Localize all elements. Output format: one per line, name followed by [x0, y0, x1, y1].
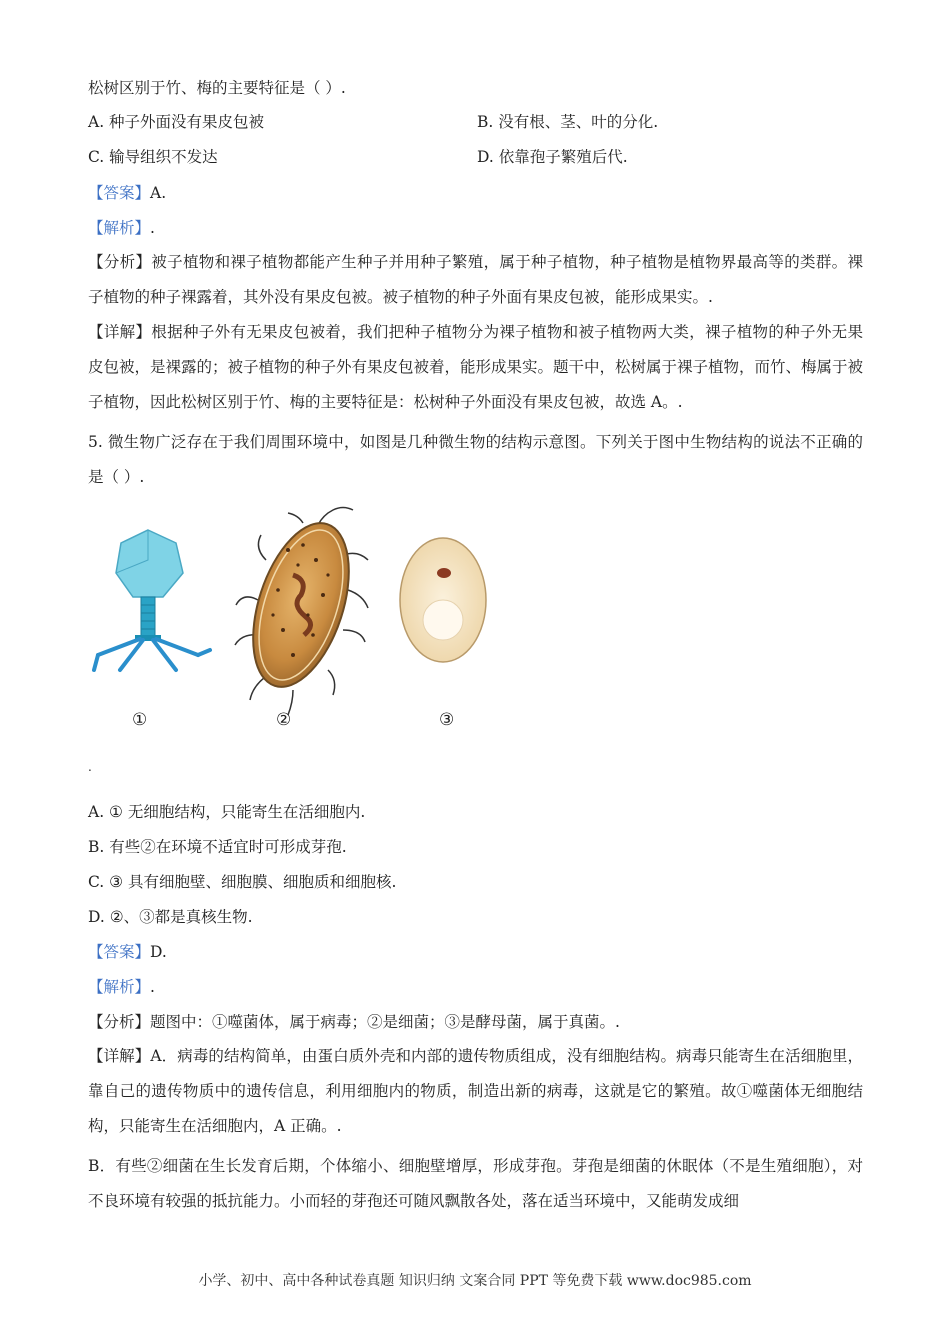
- detail-tag: 【详解】: [88, 323, 152, 341]
- q4-option-d: D. 依靠孢子繁殖后代.: [477, 148, 628, 166]
- q5-answer: [88, 942, 167, 962]
- figure-label-1: ①: [132, 710, 148, 730]
- fenxi-text: 题图中：①噬菌体，属于病毒；②是细菌；③是酵母菌，属于真菌。.: [150, 1013, 620, 1031]
- q5-option-d: D. ②、③都是真核生物.: [88, 908, 253, 926]
- q4-option-c: C. 输导组织不发达: [88, 148, 218, 166]
- q5-option-b: B. 有些②在环境不适宜时可形成芽孢.: [88, 838, 347, 856]
- analysis-tag: 【解析】: [88, 978, 151, 996]
- detail-text: A．病毒的结构简单，由蛋白质外壳和内部的遗传物质组成，没有细胞结构。病毒只能寄生在活细胞里，靠自己的遗传物质中的遗传信息，利用细胞内的物质，制造出新的病毒，这就是它的繁殖。故①噬菌体无细胞结构，只能寄生在活细胞内，A 正确。.: [88, 1047, 863, 1135]
- q4-analysis: [88, 218, 155, 238]
- analysis-value: .: [150, 219, 155, 237]
- figure-caption-dot: .: [88, 760, 92, 774]
- q4-option-a: A. 种子外面没有果皮包被: [88, 113, 265, 131]
- detail-text: 根据种子外有无果皮包被着，我们把种子植物分为裸子植物和被子植物两大类，裸子植物的种子外无果皮包被，是裸露的；被子植物的种子外有果皮包被着，能形成果实。题干中，松树属于裸子植物，而竹、梅属于被子植物，因此松树区别于竹、梅的主要特征是：松树种子外面没有果皮包被，故选 A。.: [88, 323, 864, 411]
- analysis-tag: 【解析】: [88, 219, 151, 237]
- bacterium-image: [235, 508, 368, 716]
- microbe-figure: [88, 505, 488, 745]
- q5-option-a: A. ① 无细胞结构，只能寄生在活细胞内.: [88, 803, 366, 821]
- q5-detail-b: B．有些②细菌在生长发育后期，个体缩小、细胞壁增厚，形成芽孢。芽孢是细菌的休眠体（不是生殖细胞），对不良环境有较强的抵抗能力。小而轻的芽孢还可随风飘散各处，落在适当环境中，又能萌发成细: [88, 1157, 863, 1210]
- q5-option-c: C. ③ 具有细胞壁、细胞膜、细胞质和细胞核.: [88, 873, 397, 891]
- q4-option-b: B. 没有根、茎、叶的分化.: [477, 113, 659, 131]
- yeast-image: [400, 538, 486, 662]
- fenxi-text: 被子植物和裸子植物都能产生种子并用种子繁殖，属于种子植物，种子植物是植物界最高等的类群。裸子植物的种子裸露着，其外没有果皮包被。被子植物的种子外面有果皮包被，能形成果实。.: [88, 253, 863, 306]
- q4-fenxi: [88, 245, 863, 315]
- answer-value: D.: [150, 943, 167, 961]
- figure-label-2: ②: [276, 710, 292, 730]
- page-footer: 小学、初中、高中各种试卷真题 知识归纳 文案合同 PPT 等免费下载 www.doc985.com: [198, 1273, 752, 1289]
- analysis-value: .: [150, 978, 155, 996]
- figure-label-3: ③: [439, 710, 455, 730]
- q5-fenxi: [88, 1012, 620, 1032]
- answer-value: A.: [150, 184, 167, 202]
- q5-stem: 5. 微生物广泛存在于我们周围环境中，如图是几种微生物的结构示意图。下列关于图中生物结构的说法不正确的是（ ）.: [88, 433, 863, 486]
- bacteriophage-image: [94, 530, 210, 670]
- fenxi-tag: 【分析】: [88, 1013, 151, 1031]
- q5-detail-a: [88, 1039, 863, 1144]
- answer-tag: 【答案】: [88, 184, 151, 202]
- answer-tag: 【答案】: [88, 943, 151, 961]
- fenxi-tag: 【分析】: [88, 253, 152, 271]
- q4-answer: [88, 183, 166, 203]
- q4-stem: 松树区别于竹、梅的主要特征是（ ）.: [88, 79, 346, 97]
- detail-tag: 【详解】: [88, 1047, 151, 1065]
- q4-detail: [88, 315, 863, 420]
- q5-analysis: [88, 977, 155, 997]
